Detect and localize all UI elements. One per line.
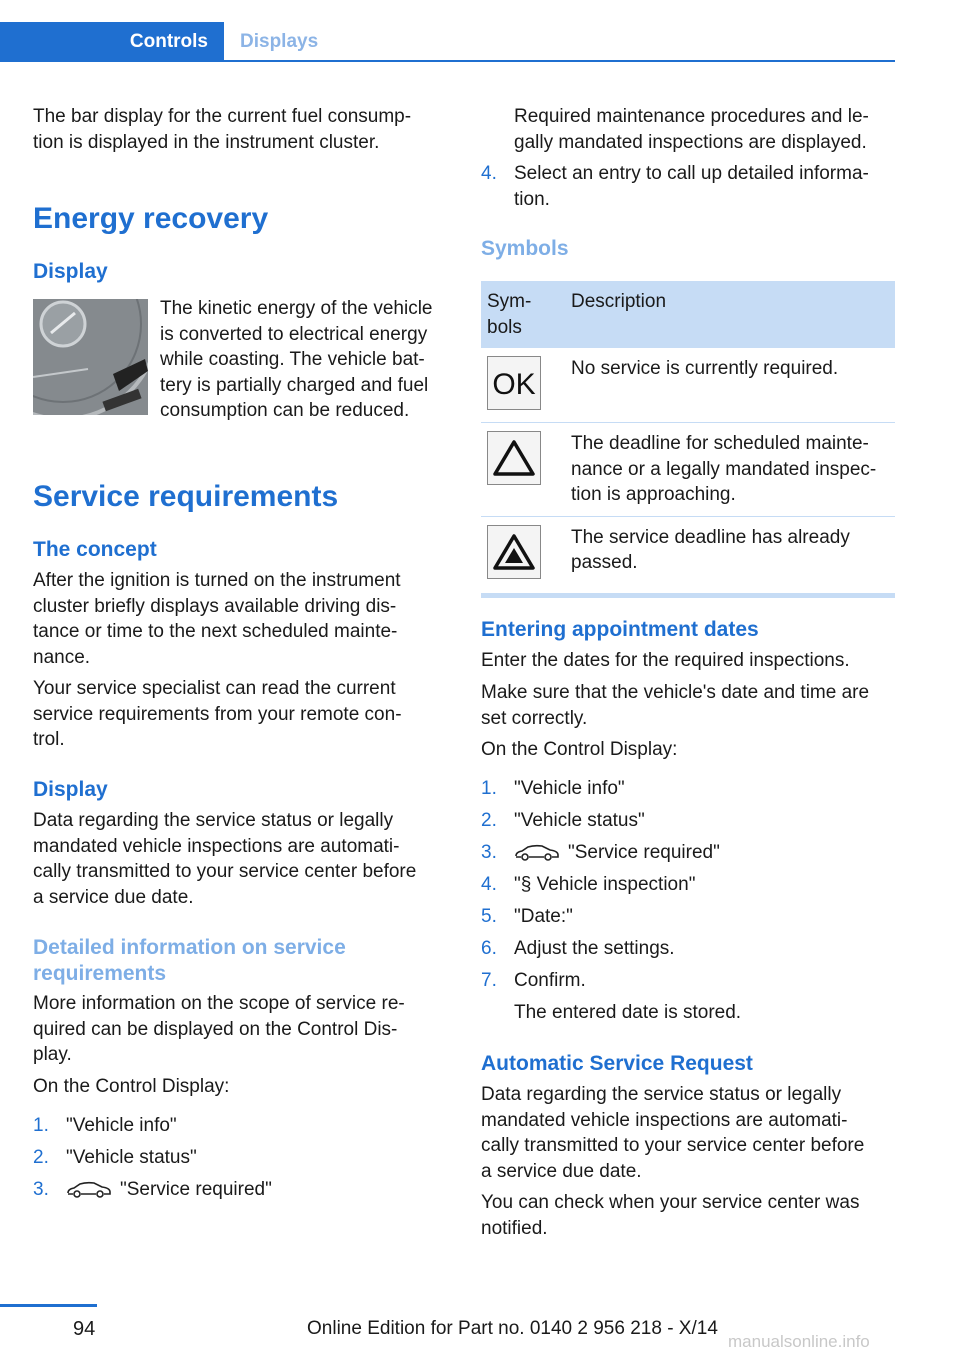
watermark: manualsonline.info: [728, 1332, 870, 1351]
energy-gauge-image: [33, 299, 148, 415]
service-display-title: Display: [33, 778, 108, 801]
edition-note: Online Edition for Part no. 0140 2 956 218 - X/14: [307, 1318, 718, 1339]
notified-text: You can check when your service center was notified.: [481, 1192, 860, 1239]
page-number: 94: [73, 1318, 96, 1340]
on-control-display-right: On the Control Display:: [481, 739, 678, 760]
energy-recovery-title: Energy recovery: [33, 202, 269, 235]
appointment-dates-title: Entering appointment dates: [481, 618, 759, 641]
detailed-info-text: More information on the scope of service re- quired can be displayed on the Control Dis- play.: [33, 993, 405, 1065]
ok-icon: [487, 356, 541, 410]
automatic-service-request-title: Automatic Service Request: [481, 1052, 753, 1075]
tab-divider: [0, 60, 895, 62]
energy-text: The kinetic energy of the vehicle is converted to electrical energy while coasting. The vehicle bat- tery is partially charged and fuel consumption can be reduced.: [160, 298, 433, 421]
intro-paragraph: The bar display for the current fuel consump- tion is displayed in the instrument cluster.: [33, 106, 412, 153]
column-header-symbols: Sym- bols: [481, 281, 565, 348]
symbols-title: Symbols: [481, 237, 569, 260]
warning-triangle-icon: [487, 431, 541, 485]
svg-text:OK: OK: [492, 368, 536, 398]
service-display-text: Data regarding the service status or legally mandated vehicle inspections are automati- cally transmitted to your service center before a service due date.: [33, 810, 417, 908]
concept-paragraph-2: Your service specialist can read the current service requirements from your remote con- trol.: [33, 678, 402, 750]
concept-title: The concept: [33, 538, 157, 561]
row-description: The deadline for scheduled mainte- nance or a legally mandated inspec- tion is approaching.: [565, 423, 895, 517]
service-requirements-title: Service requirements: [33, 480, 339, 513]
concept-paragraph-1: After the ignition is turned on the instrument cluster briefly displays available driving dis- tance or time to the next scheduled mainte- nance.: [33, 570, 401, 668]
car-icon: [66, 1181, 112, 1199]
gauge-dial-icon: [33, 299, 148, 415]
appointment-text-2: Make sure that the vehicle's date and time are set correctly.: [481, 682, 870, 729]
header-tabs: [0, 22, 895, 62]
table-header-row: [481, 281, 895, 348]
stored-note: The entered date is stored.: [514, 1002, 742, 1023]
automatic-service-text: Data regarding the service status or legally mandated vehicle inspections are automati- cally transmitted to your service center before a service due date.: [481, 1084, 865, 1182]
car-icon: [514, 844, 560, 862]
energy-display-title: Display: [33, 260, 108, 283]
on-control-display-left: On the Control Display:: [33, 1076, 230, 1097]
row-description: The service deadline has already passed.: [565, 516, 895, 595]
filled-warning-triangle-icon: [487, 525, 541, 579]
footer-rule: [0, 1304, 97, 1307]
symbols-table: [481, 281, 895, 598]
table-row: [481, 516, 895, 595]
appointment-text-1: Enter the dates for the required inspections.: [481, 650, 850, 671]
table-row: [481, 348, 895, 423]
tab-controls[interactable]: Controls: [0, 22, 224, 62]
maintenance-text: Required maintenance procedures and le- gally mandated inspections are displayed.: [514, 106, 869, 153]
table-row: [481, 423, 895, 517]
column-header-description: Description: [565, 281, 895, 348]
tab-displays[interactable]: Displays: [240, 31, 319, 52]
row-description: No service is currently required.: [565, 348, 895, 423]
detailed-info-title: Detailed information on service requirements: [33, 936, 346, 985]
